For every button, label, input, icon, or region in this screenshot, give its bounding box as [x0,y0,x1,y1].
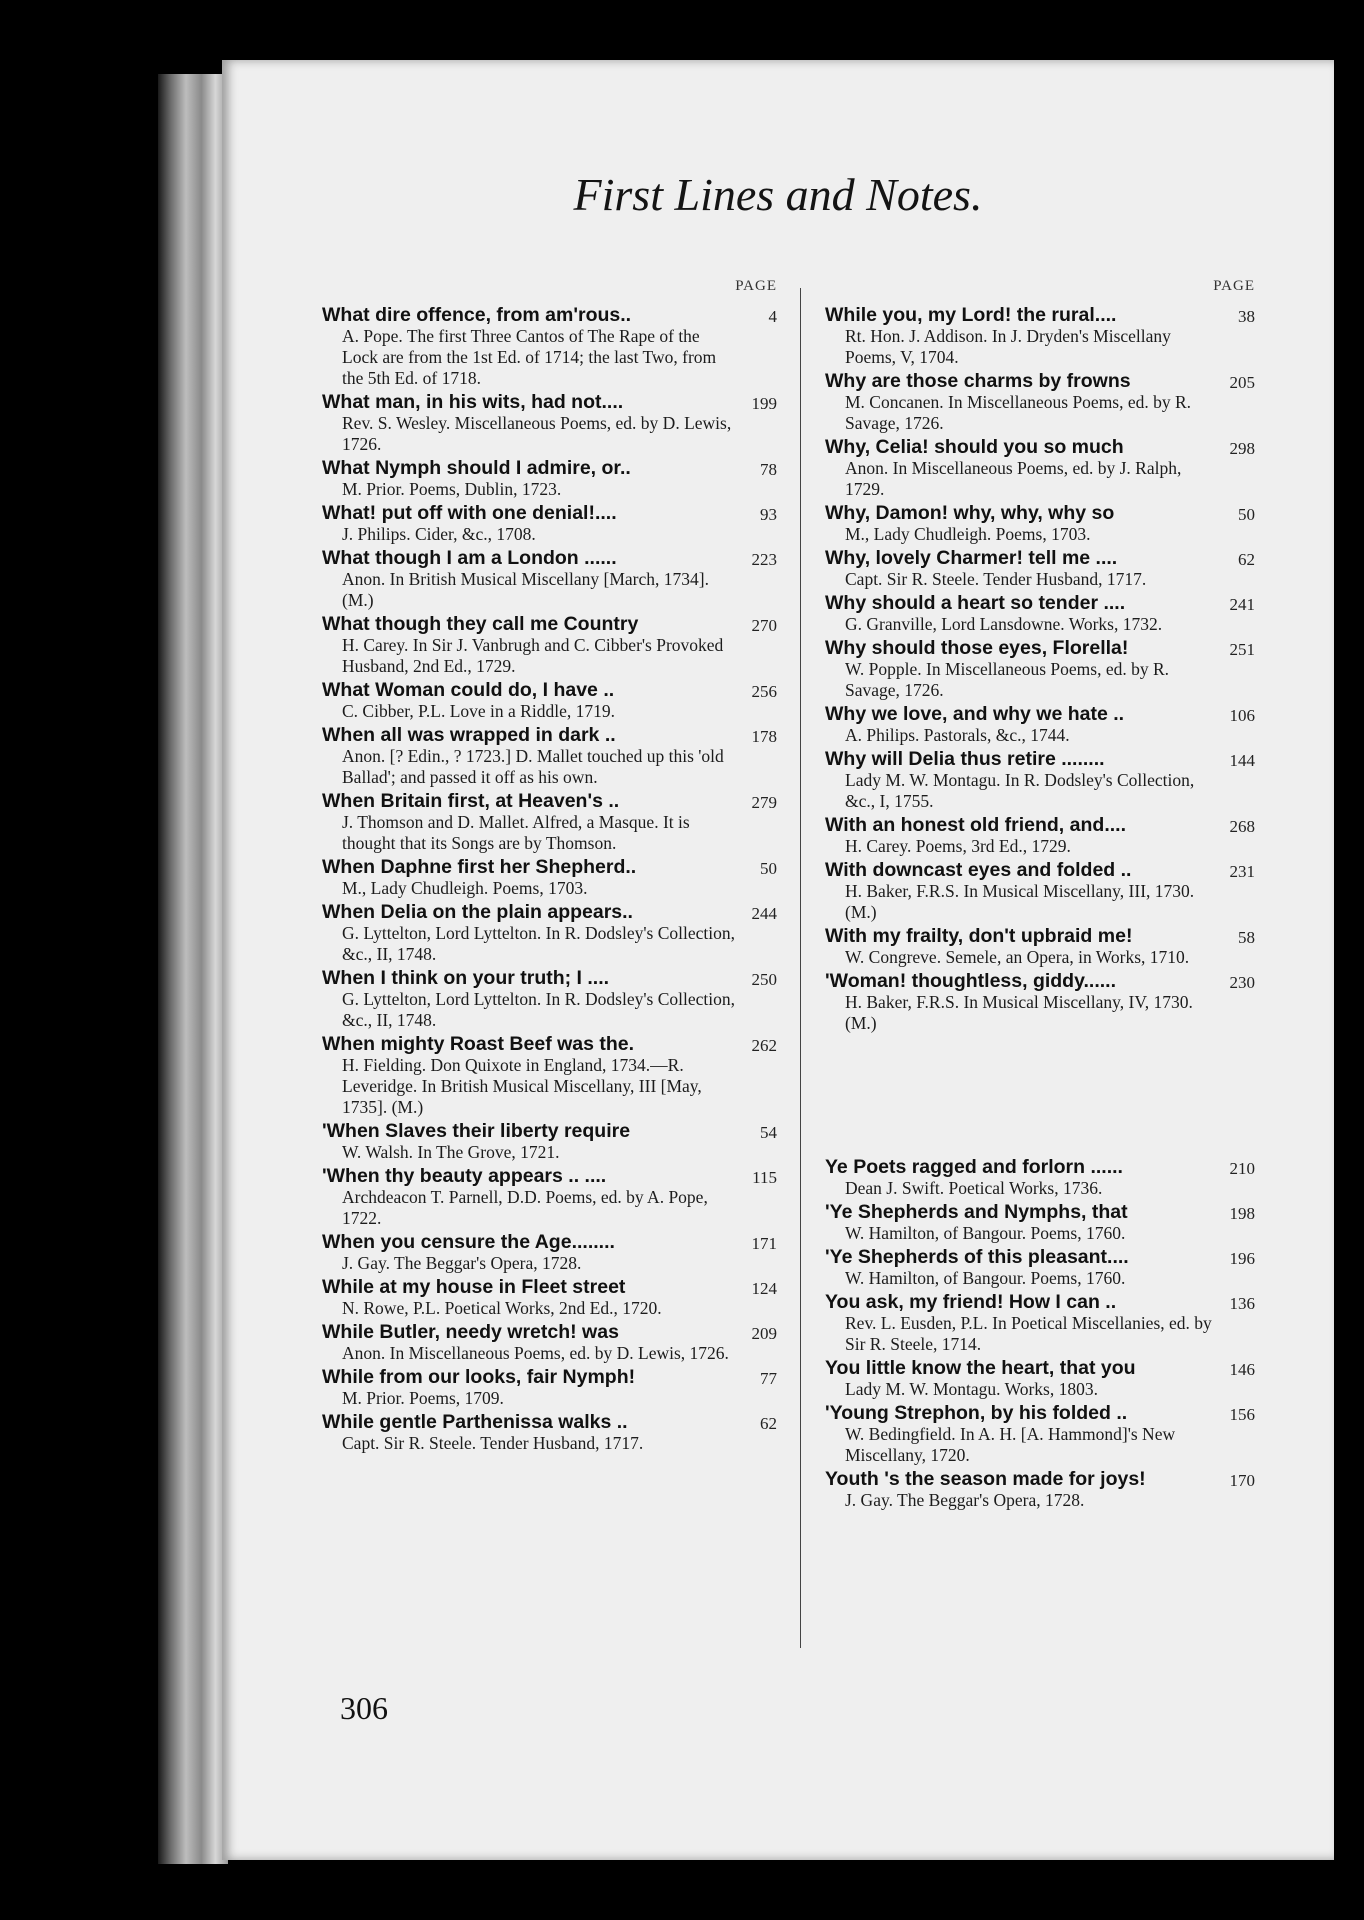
index-entry [825,970,1255,1034]
first-line [322,1276,777,1298]
source-note: W. Hamilton, of Bangour. Poems, 1760. [845,1268,1126,1288]
index-entry [322,1231,777,1274]
page-reference: 241 [1229,595,1255,614]
first-line [825,592,1255,614]
index-entry [322,304,777,389]
source-note: C. Cibber, P.L. Love in a Riddle, 1719. [342,701,615,721]
index-entry [825,1246,1255,1289]
index-entry [825,925,1255,968]
source-note: Rev. S. Wesley. Miscellaneous Poems, ed. by D. Lewis, 1726. [342,413,732,454]
first-line-text: 'Ye Shepherds of this pleasant.... [825,1246,1129,1268]
source-note: M., Lady Chudleigh. Poems, 1703. [845,524,1091,544]
source-note: J. Gay. The Beggar's Opera, 1728. [342,1253,582,1273]
page-reference: 198 [1229,1204,1255,1223]
index-entry [825,370,1255,434]
first-line [825,814,1255,836]
page-reference: 78 [760,460,777,479]
index-entry [825,1291,1255,1355]
source-note: N. Rowe, P.L. Poetical Works, 2nd Ed., 1720. [342,1298,662,1318]
first-line [825,370,1255,392]
source-note: H. Fielding. Don Quixote in England, 1734.—R. Leveridge. In British Musical Miscellany, III [May, 1735]. (M.) [342,1055,702,1117]
first-line-text: What Nymph should I admire, or.. [322,457,631,479]
index-entry [322,613,777,677]
first-line [825,304,1255,326]
source-note: H. Baker, F.R.S. In Musical Miscellany, III, 1730. (M.) [845,881,1195,922]
page-reference: 196 [1229,1249,1255,1268]
index-entry [322,901,777,965]
first-line-text: What man, in his wits, had not.... [322,391,624,413]
source-note: J. Gay. The Beggar's Opera, 1728. [845,1490,1085,1510]
page-reference: 115 [752,1168,777,1187]
source-note: M., Lady Chudleigh. Poems, 1703. [342,878,588,898]
index-entry [322,1033,777,1118]
first-line-text: Why, Celia! should you so much [825,436,1124,458]
first-line [322,724,777,746]
index-entry [825,859,1255,923]
first-line-text: What! put off with one denial!.... [322,502,617,524]
section-gap [825,1036,1255,1156]
page-reference: 106 [1229,706,1255,725]
page-reference: 136 [1229,1294,1255,1313]
index-entry [322,856,777,899]
source-note: M. Prior. Poems, 1709. [342,1388,504,1408]
source-note: W. Popple. In Miscellaneous Poems, ed. by R. Savage, 1726. [845,659,1170,700]
page-column-heading: PAGE [735,278,777,294]
page-reference: 209 [751,1324,777,1343]
first-line-text: When all was wrapped in dark .. [322,724,616,746]
first-line-text: While gentle Parthenissa walks .. [322,1411,628,1433]
first-line-text: While at my house in Fleet street [322,1276,626,1298]
index-entry [825,304,1255,368]
source-note: Rev. L. Eusden, P.L. In Poetical Miscellanies, ed. by Sir R. Steele, 1714. [845,1313,1212,1354]
source-note: Lady M. W. Montagu. In R. Dodsley's Collection, &c., I, 1755. [845,770,1195,811]
page-title: First Lines and Notes. [573,169,983,220]
first-line-text: While you, my Lord! the rural.... [825,304,1117,326]
source-note: Anon. In British Musical Miscellany [March, 1734]. (M.) [342,569,709,610]
first-line-text: 'When thy beauty appears .. .... [322,1165,607,1187]
first-line [322,1231,777,1253]
source-note: Archdeacon T. Parnell, D.D. Poems, ed. by A. Pope, 1722. [342,1187,708,1228]
first-line [825,1357,1255,1379]
page-reference: 262 [751,1036,777,1055]
first-line [322,790,777,812]
first-line [825,925,1255,947]
first-line [322,547,777,569]
first-line [322,1366,777,1388]
page-reference: 4 [768,307,777,326]
first-line-text: What Woman could do, I have .. [322,679,615,701]
page-reference: 205 [1229,373,1255,392]
first-line [322,901,777,923]
book-page [222,60,1334,1860]
first-line-text: Why should a heart so tender .... [825,592,1126,614]
source-note: A. Pope. The first Three Cantos of The Rape of the Lock are from the 1st Ed. of 1714; the last Two, from the 5th Ed. of 1718. [342,326,717,388]
right-column [825,278,1255,1513]
first-line-text: With downcast eyes and folded .. [825,859,1132,881]
first-line [825,1246,1255,1268]
first-line-text: Ye Poets ragged and forlorn ...... [825,1156,1123,1178]
page-reference: 54 [760,1123,777,1142]
source-note: Anon. [? Edin., ? 1723.] D. Mallet touched up this 'old Ballad'; and passed it off as his own. [342,746,724,787]
page-reference: 62 [1238,550,1255,569]
first-line-text: What though I am a London ...... [322,547,617,569]
first-line-text: When Britain first, at Heaven's .. [322,790,620,812]
first-line [825,1201,1255,1223]
first-line [825,748,1255,770]
source-note: Dean J. Swift. Poetical Works, 1736. [845,1178,1103,1198]
page-reference: 279 [751,793,777,812]
index-entry [825,1357,1255,1400]
first-line-text: What dire offence, from am'rous.. [322,304,632,326]
first-line-text: Why we love, and why we hate .. [825,703,1125,725]
index-entry [322,679,777,722]
first-line-text: When I think on your truth; I .... [322,967,610,989]
first-line [322,856,777,878]
first-line [825,1291,1255,1313]
first-line-text: Why, Damon! why, why, why so [825,502,1115,524]
source-note: W. Walsh. In The Grove, 1721. [342,1142,560,1162]
index-entry [322,967,777,1031]
first-line [825,859,1255,881]
first-line [322,502,777,524]
index-entry [322,502,777,545]
first-line-text: When Daphne first her Shepherd.. [322,856,637,878]
source-note: M. Prior. Poems, Dublin, 1723. [342,479,562,499]
page-reference: 146 [1229,1360,1255,1379]
page-reference: 50 [1238,505,1255,524]
left-column [322,278,777,1456]
first-line [322,1321,777,1343]
source-note: Anon. In Miscellaneous Poems, ed. by D. Lewis, 1726. [342,1343,729,1363]
page-reference: 231 [1229,862,1255,881]
page-reference: 58 [1238,928,1255,947]
first-line-text: 'Woman! thoughtless, giddy...... [825,970,1116,992]
source-note: W. Bedingfield. In A. H. [A. Hammond]'s New Miscellany, 1720. [845,1424,1176,1465]
source-note: H. Carey. Poems, 3rd Ed., 1729. [845,836,1071,856]
first-line-text: What though they call me Country [322,613,639,635]
index-entry [322,1321,777,1364]
page-number: 306 [340,1690,388,1726]
page-column-heading: PAGE [1213,278,1255,294]
first-line-text: 'Ye Shepherds and Nymphs, that [825,1201,1128,1223]
first-line [322,679,777,701]
index-entry [825,1201,1255,1244]
first-line [825,1468,1255,1490]
first-line [322,1411,777,1433]
book-binding-edge [158,74,228,1864]
index-entry [322,547,777,611]
index-entry [825,703,1255,746]
page-reference: 93 [760,505,777,524]
first-line-text: Youth 's the season made for joys! [825,1468,1146,1490]
index-entry [825,748,1255,812]
first-line-text: When you censure the Age........ [322,1231,615,1253]
first-line-text: While from our looks, fair Nymph! [322,1366,636,1388]
first-line-text: Why will Delia thus retire ........ [825,748,1105,770]
first-line-text: When mighty Roast Beef was the. [322,1033,635,1055]
first-line [322,1033,777,1055]
first-line [322,391,777,413]
index-entry [825,436,1255,500]
index-entry [825,1468,1255,1511]
first-line-text: Why should those eyes, Florella! [825,637,1129,659]
page-reference: 268 [1229,817,1255,836]
first-line-text: Why are those charms by frowns [825,370,1131,392]
first-line [322,613,777,635]
page-reference: 124 [751,1279,777,1298]
index-entry [322,1120,777,1163]
index-entry [322,724,777,788]
source-note: W. Congreve. Semele, an Opera, in Works, 1710. [845,947,1190,967]
first-line [825,1402,1255,1424]
page-reference: 144 [1229,751,1255,770]
index-entry [322,1411,777,1454]
index-entry [322,1366,777,1409]
page-reference: 298 [1229,439,1255,458]
page-reference: 171 [751,1234,777,1253]
page-reference: 62 [760,1414,777,1433]
first-line-text: With an honest old friend, and.... [825,814,1126,836]
first-line [322,1120,777,1142]
first-line-text: Why, lovely Charmer! tell me .... [825,547,1118,569]
page-reference: 251 [1229,640,1255,659]
index-entry [825,502,1255,545]
first-line-text: You ask, my friend! How I can .. [825,1291,1117,1313]
index-entry [825,1402,1255,1466]
index-entry [322,1276,777,1319]
source-note: G. Granville, Lord Lansdowne. Works, 1732. [845,614,1163,634]
index-entry [825,637,1255,701]
source-note: Lady M. W. Montagu. Works, 1803. [845,1379,1098,1399]
index-entry [825,592,1255,635]
first-line-text: 'Young Strephon, by his folded .. [825,1402,1128,1424]
index-entry [825,1156,1255,1199]
first-line-text: While Butler, needy wretch! was [322,1321,619,1343]
source-note: H. Baker, F.R.S. In Musical Miscellany, IV, 1730. (M.) [845,992,1193,1033]
index-entry [825,547,1255,590]
first-line-text: With my frailty, don't upbraid me! [825,925,1133,947]
first-line [322,304,777,326]
page-reference: 223 [751,550,777,569]
source-note: M. Concanen. In Miscellaneous Poems, ed. by R. Savage, 1726. [845,392,1192,433]
page-reference: 210 [1229,1159,1255,1178]
source-note: J. Thomson and D. Mallet. Alfred, a Masque. It is thought that its Songs are by Thomson. [342,812,690,853]
page-reference: 230 [1229,973,1255,992]
first-line [322,967,777,989]
first-line [825,703,1255,725]
source-note: J. Philips. Cider, &c., 1708. [342,524,536,544]
source-note: Anon. In Miscellaneous Poems, ed. by J. Ralph, 1729. [845,458,1182,499]
first-line [825,547,1255,569]
first-line-text: When Delia on the plain appears.. [322,901,633,923]
source-note: Rt. Hon. J. Addison. In J. Dryden's Miscellany Poems, V, 1704. [845,326,1171,367]
index-entry [825,814,1255,857]
index-entry [322,790,777,854]
first-line [825,436,1255,458]
page-reference: 50 [760,859,777,878]
index-entry [322,457,777,500]
page-reference: 170 [1229,1471,1255,1490]
source-note: Capt. Sir R. Steele. Tender Husband, 1717. [845,569,1147,589]
page-reference: 199 [751,394,777,413]
first-line-text: You little know the heart, that you [825,1357,1136,1379]
page-reference: 256 [751,682,777,701]
first-line [825,502,1255,524]
first-line-text: 'When Slaves their liberty require [322,1120,631,1142]
page-reference: 156 [1229,1405,1255,1424]
page-reference: 178 [751,727,777,746]
source-note: Capt. Sir R. Steele. Tender Husband, 1717. [342,1433,644,1453]
source-note: G. Lyttelton, Lord Lyttelton. In R. Dodsley's Collection, &c., II, 1748. [342,923,735,964]
page-reference: 38 [1238,307,1255,326]
index-entry [322,1165,777,1229]
source-note: W. Hamilton, of Bangour. Poems, 1760. [845,1223,1126,1243]
first-line [322,457,777,479]
page-reference: 250 [751,970,777,989]
source-note: A. Philips. Pastorals, &c., 1744. [845,725,1070,745]
first-line [825,1156,1255,1178]
source-note: H. Carey. In Sir J. Vanbrugh and C. Cibber's Provoked Husband, 2nd Ed., 1729. [342,635,724,676]
page-reference: 77 [760,1369,777,1388]
page-reference: 270 [751,616,777,635]
first-line [825,637,1255,659]
index-entry [322,391,777,455]
first-line [825,970,1255,992]
source-note: G. Lyttelton, Lord Lyttelton. In R. Dodsley's Collection, &c., II, 1748. [342,989,735,1030]
first-line [322,1165,777,1187]
column-divider [800,288,801,1648]
page-reference: 244 [751,904,777,923]
